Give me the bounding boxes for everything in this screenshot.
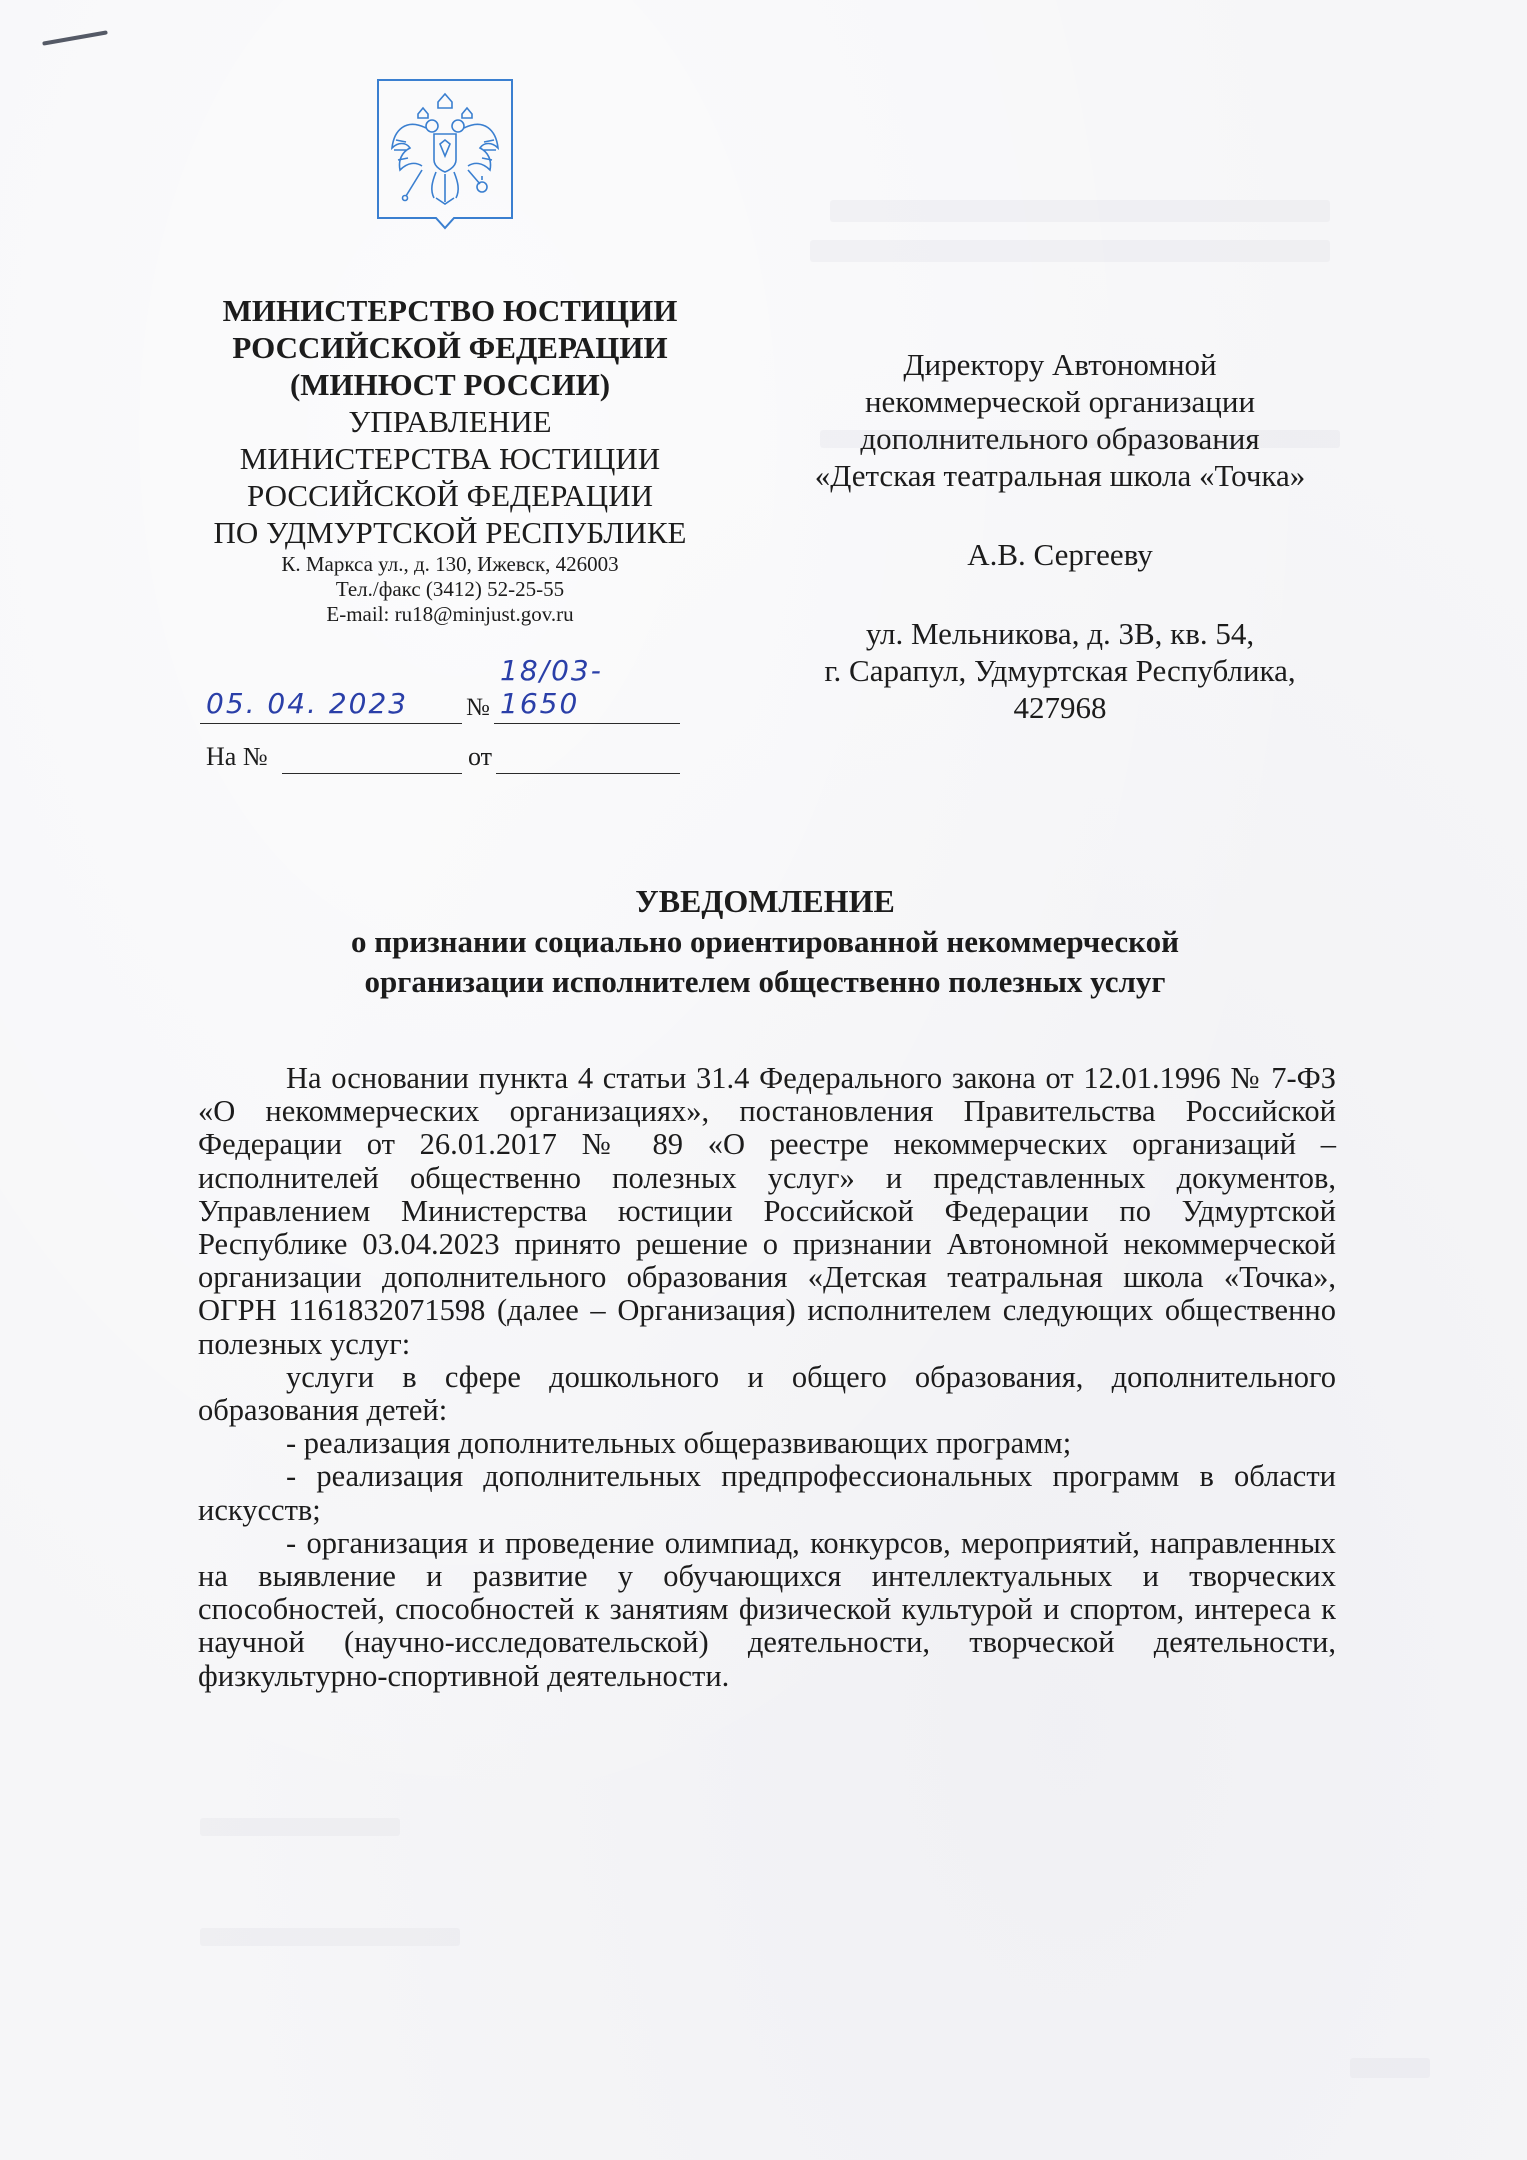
addressee-name: А.В. Сергееву xyxy=(967,537,1153,572)
reply-date-blank xyxy=(496,773,680,775)
reply-from-label: от xyxy=(468,742,493,771)
addressee-address-line: 427968 xyxy=(1013,690,1107,725)
handwritten-date: 05. 04. 2023 xyxy=(206,687,409,720)
ministry-name-line: РОССИЙСКОЙ ФЕДЕРАЦИИ xyxy=(232,330,668,365)
document-title xyxy=(180,880,1350,1002)
handwritten-number: 18/03-1650 xyxy=(500,654,603,720)
addressee-line: Директору Автономной xyxy=(903,347,1217,382)
reply-reference-line xyxy=(200,732,680,778)
addressee-line: дополнительного образования xyxy=(860,421,1260,456)
service-list-item: - реализация дополнительных предпрофессиональных программ в области искусств; xyxy=(198,1459,1336,1527)
pen-scratch-mark xyxy=(42,30,108,45)
addressee-line: некоммерческой организации xyxy=(864,384,1256,419)
bleed-through-mark xyxy=(200,1928,460,1946)
ministry-address: К. Маркса ул., д. 130, Ижевск, 426003 xyxy=(281,552,619,576)
ministry-header xyxy=(200,292,700,551)
department-name-line: ПО УДМУРТСКОЙ РЕСПУБЛИКЕ xyxy=(213,515,687,550)
registration-line xyxy=(200,654,680,726)
body-paragraph: На основании пункта 4 статьи 31.4 Федерального закона от 12.01.1996 № 7-ФЗ «О некоммерческих организациях», постановления Правительства Российской Федерации от 26.01.2017 № 89 «О реестре некоммерческих организаций – исполнителей общественно полезных услуг» и представленных документов, Управлением Министерства юстиции Российской Федерации по Удмуртской Республике 03.04.2023 принято решение о признании Автономной некоммерческой организации дополнительного образования «Детская театральная школа «Точка», ОГРН 1161832071598 (далее – Организация) исполнителем следующих общественно полезных услуг: xyxy=(198,1061,1336,1361)
addressee-address-line: г. Сарапул, Удмуртская Республика, xyxy=(824,653,1296,688)
title-main: УВЕДОМЛЕНИЕ xyxy=(635,883,895,919)
bleed-through-mark xyxy=(1350,2058,1430,2078)
russian-coat-of-arms-icon xyxy=(376,78,514,246)
reply-number-label: На № xyxy=(206,742,268,771)
bleed-through-mark xyxy=(810,240,1330,262)
bleed-through-mark xyxy=(830,200,1330,222)
bleed-through-mark xyxy=(200,1818,400,1836)
title-subtitle-line: о признании социально ориентированной некоммерческой xyxy=(350,924,1179,959)
reply-number-blank xyxy=(282,773,462,775)
addressee-line: «Детская театральная школа «Точка» xyxy=(814,458,1306,493)
number-label: № xyxy=(466,694,490,721)
document-body xyxy=(198,1062,1336,1693)
department-name-line: УПРАВЛЕНИЕ xyxy=(348,404,552,439)
service-list-item: - организация и проведение олимпиад, конкурсов, мероприятий, направленных на выявление и развитие у обучающихся интеллектуальных и творческих способностей, способностей к занятиям физической культурой и спортом, интереса к научной (научно-исследовательской) деятельности, творческой деятельности, физкультурно-спортивной деятельности. xyxy=(198,1525,1336,1693)
addressee-block xyxy=(760,346,1360,726)
service-list-item: - реализация дополнительных общеразвивающих программ; xyxy=(286,1426,1072,1461)
addressee-address-line: ул. Мельникова, д. 3В, кв. 54, xyxy=(865,616,1255,651)
ministry-name-line: (МИНЮСТ РОССИИ) xyxy=(289,367,611,402)
ministry-name-line: МИНИСТЕРСТВО ЮСТИЦИИ xyxy=(222,293,678,328)
department-name-line: МИНИСТЕРСТВА ЮСТИЦИИ xyxy=(239,441,661,476)
title-subtitle-line: организации исполнителем общественно полезных услуг xyxy=(364,964,1166,999)
date-underline xyxy=(200,723,462,725)
ministry-contacts xyxy=(200,552,700,627)
ministry-email: E-mail: ru18@minjust.gov.ru xyxy=(326,602,574,626)
number-underline xyxy=(494,723,680,725)
ministry-phone: Тел./факс (3412) 52-25-55 xyxy=(335,577,565,601)
department-name-line: РОССИЙСКОЙ ФЕДЕРАЦИИ xyxy=(247,478,653,513)
body-paragraph: услуги в сфере дошкольного и общего образования, дополнительного образования детей: xyxy=(198,1359,1336,1428)
